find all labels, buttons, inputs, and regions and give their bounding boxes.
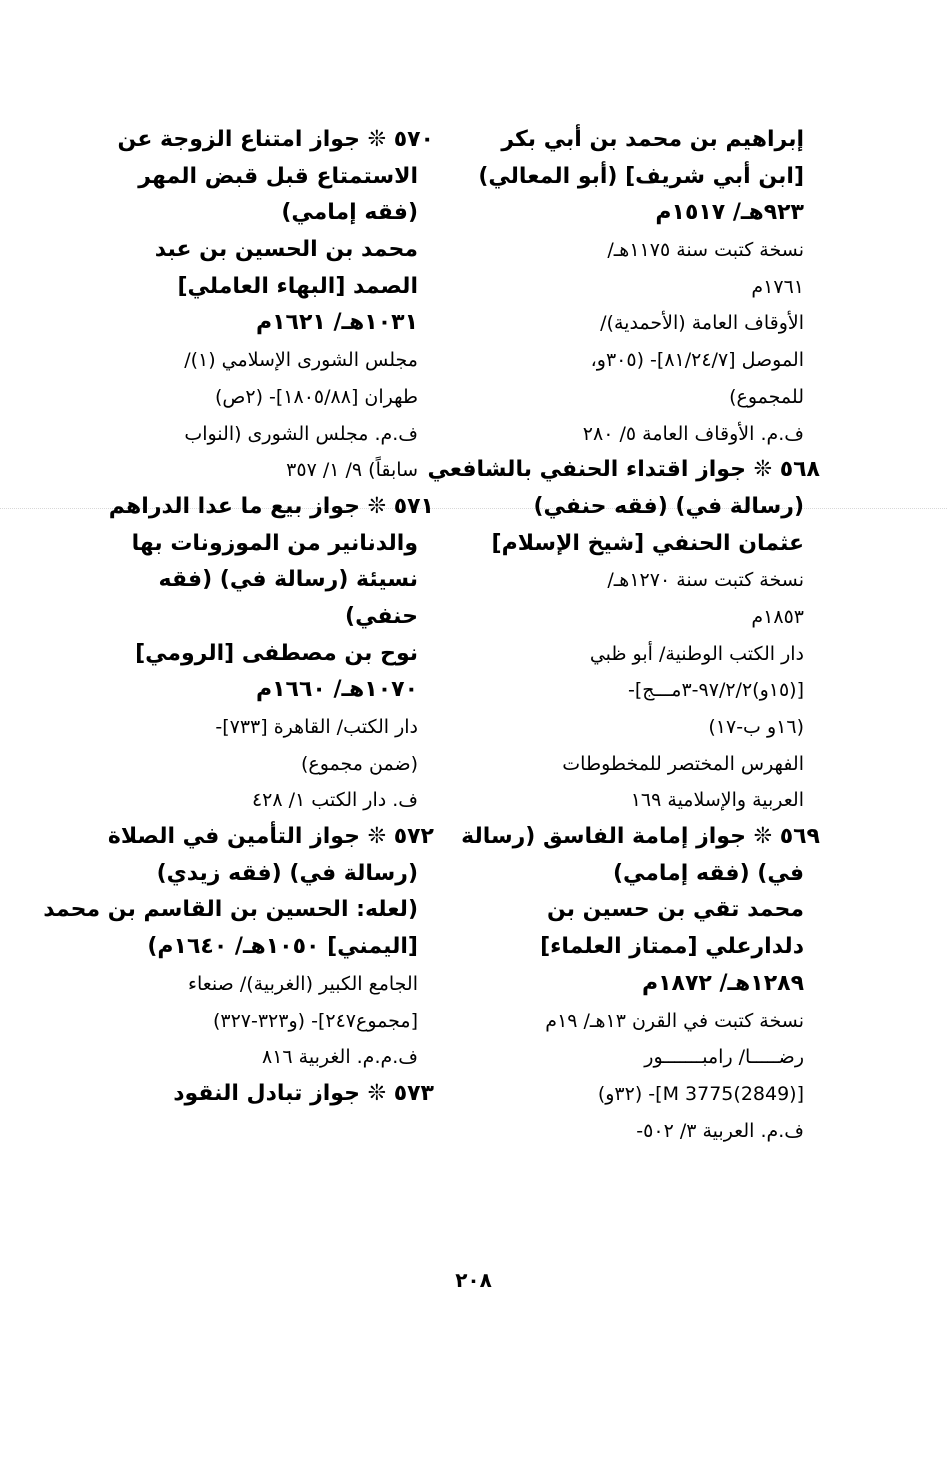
entry-line: الفهرس المختصر للمخطوطات (562, 752, 804, 775)
entry-line: نسخة كتبت في القرن ١٣هـ/ ١٩م (545, 1009, 804, 1032)
entry-heading: ٥٧٢ ❊ جواز التأمين في الصلاة (107, 824, 434, 850)
entry-line: والدنانير من الموزونات بها (131, 530, 418, 556)
entry-line: الموصل [٨١/٢٤/٧]- (٣٠٥و، (590, 349, 804, 372)
entry-line: ف. دار الكتب ١/ ٤٢٨ (251, 789, 418, 812)
page-number: ٢٠٨ (455, 1268, 492, 1292)
entry-line: (لعله: الحسين بن القاسم بن محمد (43, 897, 418, 923)
entry-line: سابقاً) ٩/ ١/ ٣٥٧ (286, 459, 418, 482)
entry-line: (فقه إمامي) (281, 200, 418, 226)
entry-heading: ٥٦٩ ❊ جواز إمامة الفاسق (رسالة (461, 824, 820, 850)
entry-line: دار الكتب/ القاهرة [٧٣٣]- (215, 716, 418, 738)
entry-heading: ٥٧٠ ❊ جواز امتناع الزوجة عن (117, 127, 434, 152)
entry-line: مجلس الشورى الإسلامي (١)/ (184, 349, 418, 372)
entry-line: إبراهيم بن محمد بن أبي بكر (501, 127, 804, 152)
entry-line: في) (فقه إمامي) (612, 860, 804, 886)
entry-line: [(2849)3775 M]- (٣٢و) (597, 1082, 804, 1105)
entry-line: ١٧٦١م (751, 275, 804, 298)
entry-line: [مجموع٢٤٧]- (و٣٢٣-٣٢٧) (212, 1009, 418, 1032)
entry-line: ف.م.م. الغربية ٨١٦ (262, 1046, 418, 1069)
entry-line: نسخة كتبت سنة ١٢٧٠هـ/ (607, 569, 804, 592)
entry-line: [ابن أبي شريف] (أبو المعالي) (478, 163, 804, 189)
entry-line: ف.م. مجلس الشورى (النواب (184, 422, 418, 445)
entry-line: (رسالة في) (فقه زيدي) (156, 860, 418, 886)
entry-line: ف.م. الأوقاف العامة ٥/ ٢٨٠ (582, 422, 804, 445)
entry-line: الجامع الكبير (الغربية)/ صنعاء (188, 972, 418, 995)
entry-line: ف.م. العربية ٣/ ٥٠٢- (636, 1119, 804, 1142)
entry-line: الاستمتاع قبل قبض المهر (138, 163, 418, 189)
entry-line: نسخة كتبت سنة ١١٧٥هـ/ (607, 239, 804, 262)
entry-line: ١٠٧٠هـ/ ١٦٦٠م (255, 677, 418, 703)
entry-line: نسيئة (رسالة في) (فقه (158, 567, 418, 593)
entry-line: (ضمن مجموع) (300, 752, 418, 775)
entry-line: ١٠٣١هـ/ ١٦٢١م (255, 310, 418, 336)
entry-line: دار الكتب الوطنية/ أبو ظبي (589, 642, 804, 665)
entry-heading: ٥٧١ ❊ جواز بيع ما عدا الدراهم (108, 493, 434, 519)
left-column (43, 122, 434, 1113)
entry-line: حنفي) (345, 603, 418, 629)
entry-line: طهران [١٨٠٥/٨٨]- (٢ص) (214, 385, 418, 408)
entry-line: الصمد [البهاء العاملي] (177, 273, 418, 299)
entry-line: الأوقاف العامة (الأحمدية)/ (600, 312, 804, 335)
right-column (427, 122, 820, 1149)
entry-line: (رسالة في) (فقه حنفي) (533, 493, 804, 519)
entry-line: للمجموع) (729, 385, 804, 408)
entry-line: [اليمني] ١٠٥٠هـ/ ١٦٤٠م) (147, 934, 418, 960)
entry-line: ٩٢٣هـ/ ١٥١٧م (655, 200, 804, 226)
entry-heading: ٥٦٨ ❊ جواز اقتداء الحنفي بالشافعي (427, 457, 820, 483)
entry-line: [(١٥و)٩٧/٢/٢-٣مـــج]- (628, 679, 804, 702)
entry-line: دلدارعلي [ممتاز العلماء] (540, 934, 804, 960)
entry-line: العربية والإسلامية ١٦٩ (630, 789, 804, 812)
entry-line: نوح بن مصطفى [الرومي] (135, 640, 418, 666)
entry-line: ١٢٨٩هـ/ ١٨٧٢م (641, 970, 804, 996)
entry-line: ١٨٥٣م (751, 605, 804, 628)
entry-line: محمد تقي بن حسين بن (546, 897, 804, 923)
entry-heading: ٥٧٣ ❊ جواز تبادل النقود (173, 1080, 434, 1106)
entry-line: عثمان الحنفي [شيخ الإسلام] (491, 530, 804, 556)
entry-line: (١٦و ب-١٧) (708, 716, 804, 738)
entry-line: محمد بن الحسين بن عبد (154, 237, 418, 263)
entry-line: رضـــــا/ رامبـــــــور (644, 1046, 804, 1069)
